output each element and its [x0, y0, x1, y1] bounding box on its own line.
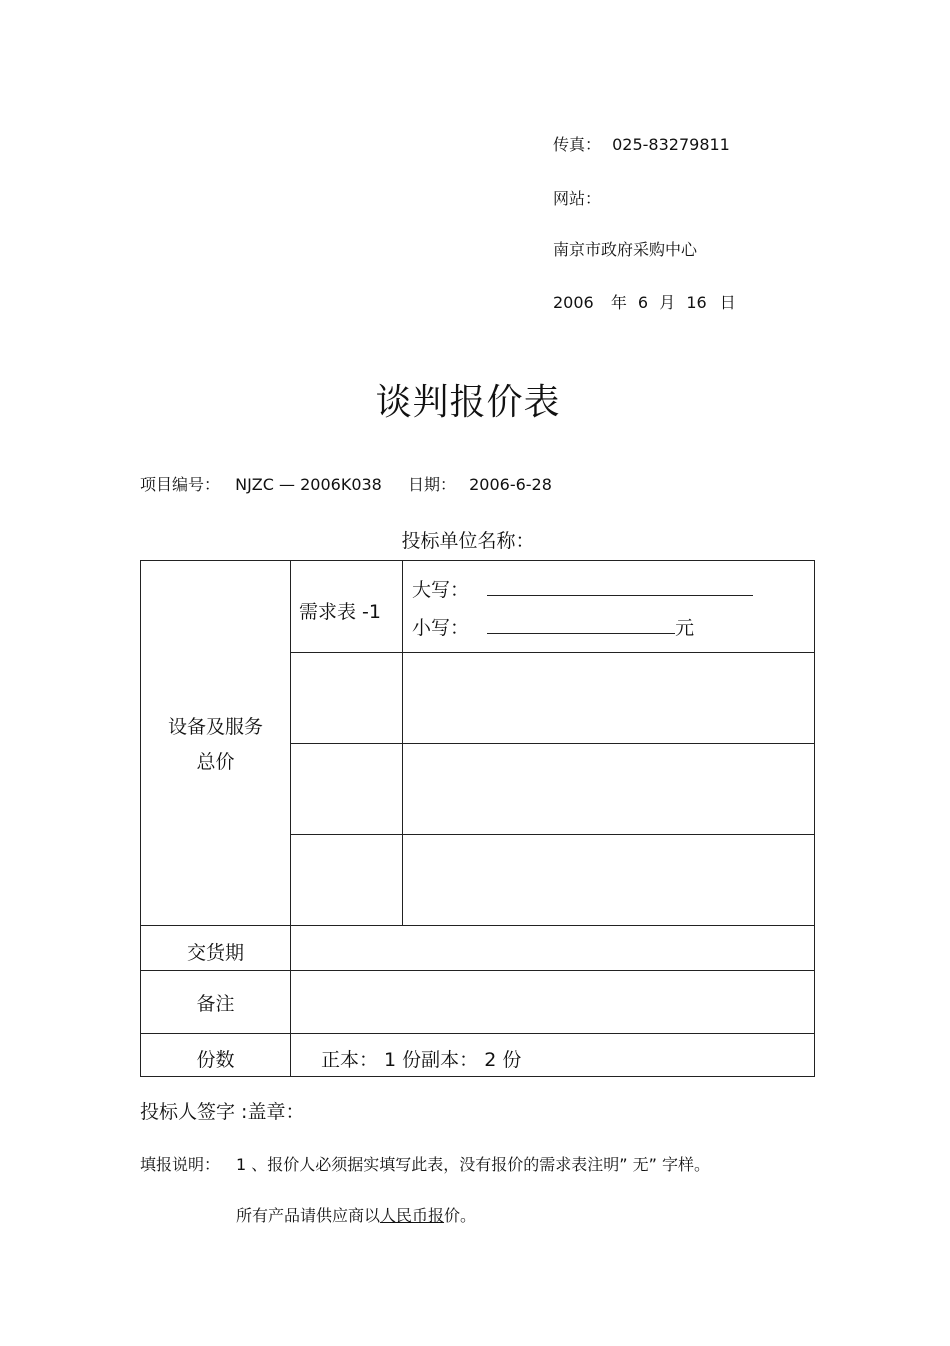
header-date-month: 6: [637, 293, 649, 312]
fax-line: [553, 132, 730, 155]
blank-cell[interactable]: [291, 653, 403, 744]
currency-unit: 元: [675, 617, 695, 639]
note-label: 填报说明：: [140, 1155, 221, 1174]
note-line-2-start: 所有产品请供应商以: [236, 1206, 381, 1225]
quote-date: [408, 472, 552, 495]
copies-row: [141, 1034, 815, 1077]
remark-row: [141, 971, 815, 1034]
fax-label: 传真：: [553, 135, 602, 154]
date-value: 2006-6-28: [469, 475, 552, 494]
project-label: 项目编号：: [140, 475, 221, 494]
website-label: 网站：: [553, 189, 602, 208]
remark-value-cell[interactable]: [291, 971, 815, 1034]
amount-lower-field[interactable]: [487, 615, 675, 634]
quote-table: [140, 560, 815, 1077]
requirement-table-cell: [291, 561, 403, 653]
amount-upper-label: 大写：: [412, 579, 470, 601]
copies-value: 正本： 1 份副本： 2 份: [291, 1034, 815, 1077]
fax-value: 025-83279811: [612, 135, 730, 154]
delivery-label: 交货期: [141, 926, 291, 971]
amount-cell[interactable]: [403, 561, 815, 653]
project-number: [140, 472, 382, 495]
requirement-table-label: 需求表 -1: [299, 601, 381, 623]
total-price-label-line2: 总价: [196, 751, 235, 773]
header-date-year: 2006: [553, 293, 594, 312]
total-price-label-cell: [141, 561, 291, 926]
blank-cell[interactable]: [403, 835, 815, 926]
blank-cell[interactable]: [291, 744, 403, 835]
delivery-row: [141, 926, 815, 971]
note-line-2-underlined: 人民币报: [380, 1206, 445, 1225]
header-date: [553, 290, 736, 313]
table-row: [141, 561, 815, 653]
amount-upper-row: [412, 575, 814, 613]
project-value: NJZC — 2006K038: [235, 475, 382, 494]
remark-label: 备注: [141, 971, 291, 1034]
org-name: 南京市政府采购中心: [553, 240, 698, 259]
note-line-2-end: 价。: [444, 1206, 477, 1225]
blank-cell[interactable]: [291, 835, 403, 926]
header-date-day: 16: [686, 293, 707, 312]
blank-cell[interactable]: [403, 653, 815, 744]
header-date-day-unit: 日: [719, 293, 736, 312]
date-label: 日期：: [408, 475, 457, 494]
amount-lower-row: [412, 613, 814, 640]
amount-upper-field[interactable]: [487, 577, 753, 596]
blank-cell[interactable]: [403, 744, 815, 835]
note-line-1: 1 、报价人必须据实填写此表，没有报价的需求表注明” 无” 字样。: [236, 1155, 711, 1174]
website-line: [553, 186, 601, 209]
note-line-2: [236, 1203, 476, 1226]
header-date-year-unit: 年: [610, 293, 627, 312]
bidder-name-label: 投标单位名称：: [401, 530, 535, 552]
total-price-label-line1: 设备及服务: [167, 716, 263, 738]
page-title: 谈判报价表: [375, 382, 561, 423]
amount-lower-label: 小写：: [412, 617, 470, 639]
copies-label: 份数: [141, 1034, 291, 1077]
delivery-value-cell[interactable]: [291, 926, 815, 971]
signature-line: 投标人签字 :盖章：: [140, 1101, 305, 1123]
header-date-month-unit: 月: [659, 293, 676, 312]
